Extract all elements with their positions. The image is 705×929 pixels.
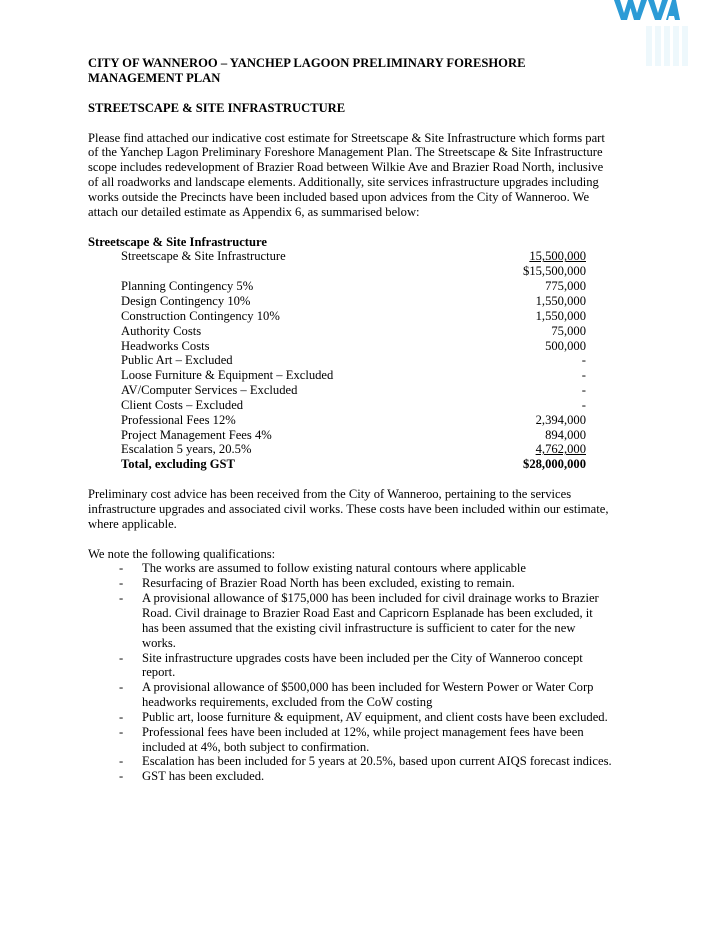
cost-label bbox=[121, 264, 480, 279]
table-row bbox=[121, 368, 586, 383]
cost-amount: 775,000 bbox=[545, 279, 586, 294]
cost-label: Professional Fees 12% bbox=[121, 412, 236, 427]
document-page bbox=[88, 56, 612, 784]
logo-watermark-graphic bbox=[646, 26, 688, 66]
cost-amount: - bbox=[581, 383, 586, 398]
total-amount: $28,000,000 bbox=[523, 457, 586, 472]
table-row bbox=[121, 294, 586, 309]
bullet-marker: - bbox=[119, 576, 124, 591]
list-item bbox=[88, 754, 612, 769]
cost-amount: 15,500,000 bbox=[529, 249, 586, 264]
list-item bbox=[88, 591, 612, 650]
cost-advice-paragraph: Preliminary cost advice has been received from the City of Wanneroo, pertaining to the services infrastructure upgrades and associated civil works. These costs have been included within our estimate, where applicable. bbox=[88, 487, 609, 531]
cost-label: Client Costs – Excluded bbox=[121, 397, 244, 412]
cost-label: Loose Furniture & Equipment – Excluded bbox=[121, 368, 334, 383]
cost-amount: 500,000 bbox=[545, 338, 586, 353]
list-item bbox=[88, 710, 612, 725]
list-item bbox=[88, 769, 612, 784]
qualification-text: Escalation has been included for 5 years at 20.5%, based upon current AIQS forecast indices. bbox=[142, 754, 612, 769]
list-item bbox=[88, 576, 612, 591]
cost-amount: 894,000 bbox=[545, 427, 586, 442]
table-row bbox=[121, 249, 586, 264]
qualification-text: The works are assumed to follow existing natural contours where applicable bbox=[142, 561, 526, 576]
table-row bbox=[121, 428, 586, 443]
cost-label: AV/Computer Services – Excluded bbox=[121, 383, 298, 398]
list-item bbox=[88, 561, 612, 576]
cost-label: Escalation 5 years, 20.5% bbox=[121, 442, 252, 457]
qualification-text: GST has been excluded. bbox=[142, 769, 265, 784]
qualifications-intro: We note the following qualifications: bbox=[88, 546, 276, 561]
qualification-text: Public art, loose furniture & equipment, AV equipment, and client costs have been excluded. bbox=[142, 709, 608, 724]
table-row bbox=[121, 353, 586, 368]
cost-label: Project Management Fees 4% bbox=[121, 427, 272, 442]
cost-label: Design Contingency 10% bbox=[121, 293, 251, 308]
cost-label: Authority Costs bbox=[121, 323, 202, 338]
cost-label: Planning Contingency 5% bbox=[121, 279, 254, 294]
bullet-marker: - bbox=[119, 591, 124, 606]
cost-label: Headworks Costs bbox=[121, 338, 210, 353]
cost-amount: - bbox=[581, 353, 586, 368]
estimate-heading: Streetscape & Site Infrastructure bbox=[88, 234, 267, 249]
cost-amount: 75,000 bbox=[551, 323, 586, 338]
section-heading: STREETSCAPE & SITE INFRASTRUCTURE bbox=[88, 100, 346, 115]
table-row bbox=[121, 339, 586, 354]
list-item bbox=[88, 651, 612, 681]
cost-amount: 1,550,000 bbox=[535, 293, 586, 308]
bullet-marker: - bbox=[119, 650, 124, 665]
total-label: Total, excluding GST bbox=[121, 457, 235, 472]
cost-amount: 4,762,000 bbox=[535, 442, 586, 457]
table-row bbox=[121, 398, 586, 413]
table-row bbox=[121, 279, 586, 294]
table-row bbox=[121, 309, 586, 324]
list-item bbox=[88, 725, 612, 755]
qualification-text: Site infrastructure upgrades costs have been included per the City of Wanneroo concept report. bbox=[142, 650, 583, 680]
intro-paragraph: Please find attached our indicative cost estimate for Streetscape & Site Infrastructure which forms part of the Yanchep Lagon Preliminary Foreshore Management Plan. The Streetscape & Site Infrastructure scope includes redevelopment of Brazier Road between Wilkie Ave and Brazier Road North, inclusive of all roadworks and landscape elements. Additionally, site services infrastructure upgrades including works outside the Precincts have been included based upon advices from the City of Wanneroo. We attach our detailed estimate as Appendix 6, as summarised below: bbox=[88, 130, 605, 219]
table-row bbox=[121, 413, 586, 428]
table-row-total bbox=[121, 457, 586, 472]
subtotal-amount: $15,500,000 bbox=[523, 264, 586, 279]
cost-label: Construction Contingency 10% bbox=[121, 308, 280, 323]
qualification-text: A provisional allowance of $175,000 has been included for civil drainage works to Brazier Road. Civil drainage to Brazier Road East and Capricorn Esplanade has been excluded, it has been assumed that the existing civil infrastructure is sufficient to cater for the new works. bbox=[142, 591, 599, 650]
bullet-marker: - bbox=[119, 680, 124, 695]
document-title: CITY OF WANNEROO – YANCHEP LAGOON PRELIMINARY FORESHORE MANAGEMENT PLAN bbox=[88, 56, 526, 85]
table-row bbox=[121, 383, 586, 398]
cost-amount: - bbox=[581, 397, 586, 412]
cost-label: Public Art – Excluded bbox=[121, 353, 233, 368]
table-row bbox=[121, 324, 586, 339]
qualification-text: A provisional allowance of $500,000 has been included for Western Power or Water Corp headworks requirements, excluded from the CoW costing bbox=[142, 680, 594, 710]
qualification-text: Resurfacing of Brazier Road North has been excluded, existing to remain. bbox=[142, 576, 515, 591]
bullet-marker: - bbox=[119, 724, 124, 739]
bullet-marker: - bbox=[119, 709, 124, 724]
cost-amount: 2,394,000 bbox=[535, 412, 586, 427]
cost-amount: 1,550,000 bbox=[535, 308, 586, 323]
cost-estimate-table bbox=[121, 249, 586, 472]
list-item bbox=[88, 680, 612, 710]
cost-label: Streetscape & Site Infrastructure bbox=[121, 249, 286, 264]
qualification-text: Professional fees have been included at 12%, while project management fees have been included at 4%, both subject to confirmation. bbox=[142, 724, 584, 754]
company-logo bbox=[614, 0, 680, 20]
bullet-marker: - bbox=[119, 769, 124, 784]
bullet-marker: - bbox=[119, 561, 124, 576]
qualifications-list bbox=[88, 561, 612, 784]
table-row bbox=[121, 442, 586, 457]
bullet-marker: - bbox=[119, 754, 124, 769]
cost-amount: - bbox=[581, 368, 586, 383]
table-row bbox=[121, 264, 586, 279]
